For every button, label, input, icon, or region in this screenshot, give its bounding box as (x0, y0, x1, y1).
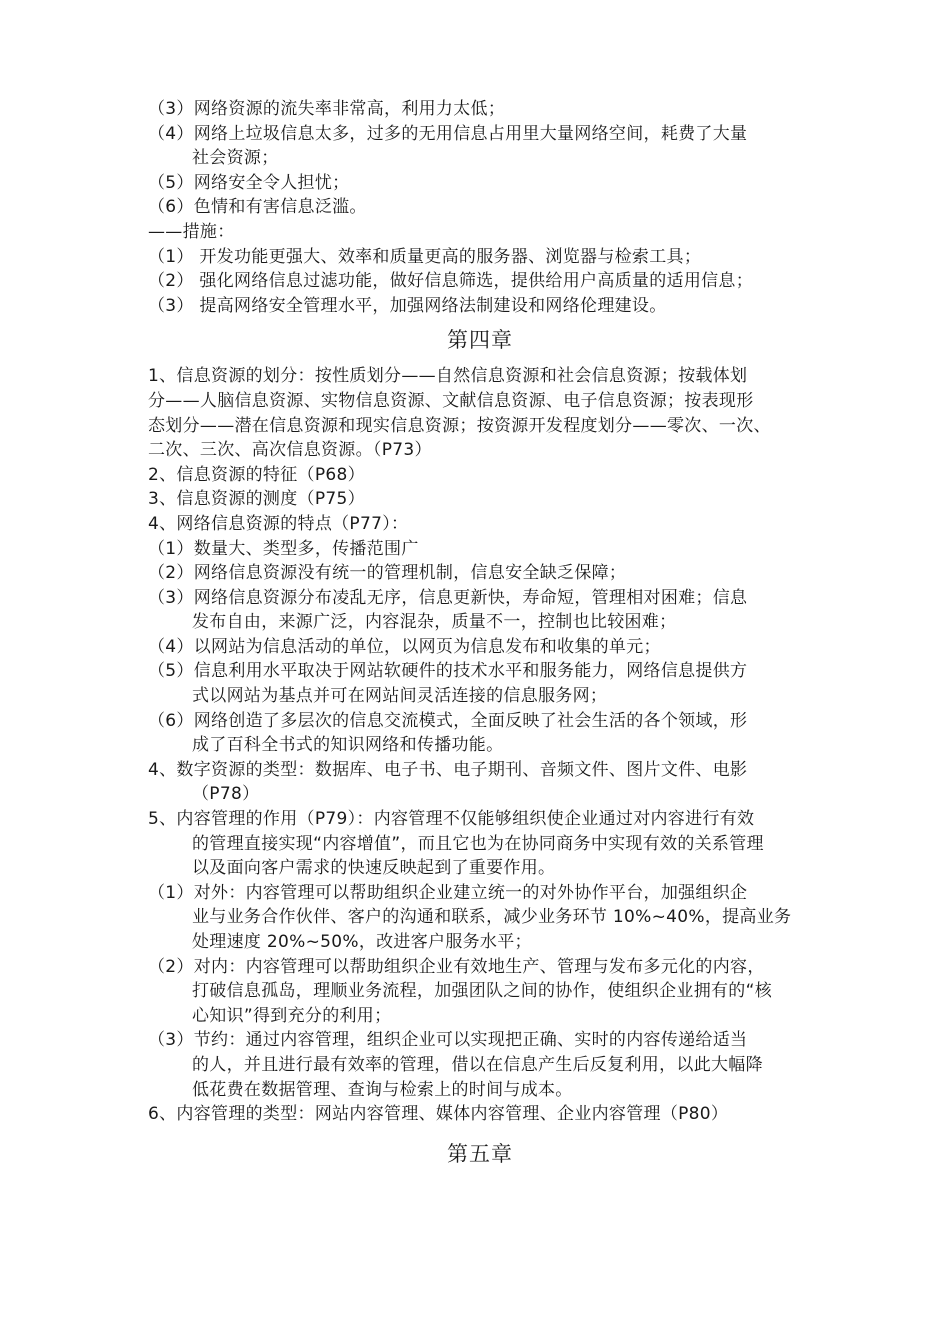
list-item: （5）信息利用水平取决于网站软硬件的技术水平和服务能力，网络信息提供方 (148, 661, 748, 682)
list-item: （2）对内：内容管理可以帮助组织企业有效地生产、管理与发布多元化的内容， (148, 956, 765, 977)
item-2: 2、信息资源的特征（P68） (148, 464, 365, 485)
list-item: （3）节约：通过内容管理，组织企业可以实现把正确、实时的内容传递给适当 (148, 1030, 748, 1051)
paragraph-line: 的管理直接实现“内容增值”，而且它也为在协同商务中实现有效的关系管理 (192, 833, 764, 854)
list-item: （1） 开发功能更强大、效率和质量更高的服务器、浏览器与检索工具； (148, 246, 702, 267)
list-item-continuation: 打破信息孤岛，理顺业务流程，加强团队之间的协作，使组织企业拥有的“核 (192, 981, 773, 1002)
list-item: （1）对外：内容管理可以帮助组织企业建立统一的对外协作平台，加强组织企 (148, 882, 748, 903)
list-item: （5）网络安全令人担忧； (148, 172, 350, 193)
list-item: （4）网络上垃圾信息太多，过多的无用信息占用里大量网络空间，耗费了大量 (148, 123, 748, 144)
paragraph-line: 以及面向客户需求的快速反映起到了重要作用。 (192, 858, 556, 879)
paragraph-line: 态划分——潜在信息资源和现实信息资源；按资源开发程度划分——零次、一次、 (148, 415, 771, 436)
chapter-heading: 第五章 (447, 1141, 513, 1166)
list-item-continuation: 成了百科全书式的知识网络和传播功能。 (192, 735, 504, 756)
paragraph-line: 1、信息资源的划分：按性质划分——自然信息资源和社会信息资源；按载体划 (148, 366, 748, 387)
list-item: （3）网络信息资源分布凌乱无序，信息更新快，寿命短，管理相对困难；信息 (148, 587, 748, 608)
chapter-heading: 第四章 (447, 328, 513, 353)
item-3: 3、信息资源的测度（P75） (148, 489, 365, 510)
list-item: （1）数量大、类型多，传播范围广 (148, 538, 419, 559)
list-item: （6）色情和有害信息泛滥。 (148, 197, 367, 218)
measures-list (148, 245, 812, 319)
item-4: 4、网络信息资源的特点（P77）： (148, 513, 409, 534)
paragraph-line: 分——人脑信息资源、实物信息资源、文献信息资源、电子信息资源；按表现形 (148, 390, 754, 411)
prev-list (148, 97, 812, 220)
paragraph-line: （P78） (192, 784, 260, 805)
item-4-list (148, 537, 812, 758)
item-5 (148, 807, 812, 881)
list-item-continuation: 社会资源； (192, 148, 279, 169)
paragraph-line: 5、内容管理的作用（P79）：内容管理不仅能够组织使企业通过对内容进行有效 (148, 809, 755, 830)
list-item-continuation: 发布自由，来源广泛，内容混杂，质量不一，控制也比较困难； (192, 612, 677, 633)
list-item: （2）网络信息资源没有统一的管理机制，信息安全缺乏保障； (148, 563, 627, 584)
list-item: （2） 强化网络信息过滤功能，做好信息筛选，提供给用户高质量的适用信息； (148, 271, 754, 292)
list-item-continuation: 处理速度 20%~50%，改进客户服务水平； (192, 932, 532, 952)
list-item-continuation: 心知识”得到充分的利用； (192, 1005, 392, 1026)
list-item-continuation: 式以网站为基点并可在网站间灵活连接的信息服务网； (192, 686, 608, 707)
paragraph-line: 二次、三次、高次信息资源。（P73） (148, 440, 432, 461)
measures-heading: ——措施： (148, 221, 235, 242)
list-item: （3） 提高网络安全管理水平，加强网络法制建设和网络伦理建设。 (148, 295, 667, 316)
item-1 (148, 364, 812, 462)
list-item-continuation: 低花费在数据管理、查询与检索上的时间与成本。 (192, 1079, 573, 1100)
list-item-continuation: 的人，并且进行最有效率的管理，借以在信息产生后反复利用，以此大幅降 (192, 1054, 763, 1075)
page-content (148, 97, 812, 1178)
paragraph-line: 4、数字资源的类型：数据库、电子书、电子期刊、音频文件、图片文件、电影 (148, 759, 748, 780)
list-item-continuation: 业与业务合作伙伴、客户的沟通和联系，减少业务环节 10%~40%，提高业务 (192, 907, 792, 928)
list-item: （6）网络创造了多层次的信息交流模式，全面反映了社会生活的各个领域，形 (148, 710, 748, 731)
item-5-list (148, 881, 812, 1102)
list-item: （3）网络资源的流失率非常高，利用力太低； (148, 99, 506, 119)
item-4b (148, 758, 812, 807)
item-6: 6、内容管理的类型：网站内容管理、媒体内容管理、企业内容管理（P80） (148, 1104, 729, 1125)
list-item: （4）以网站为信息活动的单位，以网页为信息发布和收集的单元； (148, 636, 661, 657)
